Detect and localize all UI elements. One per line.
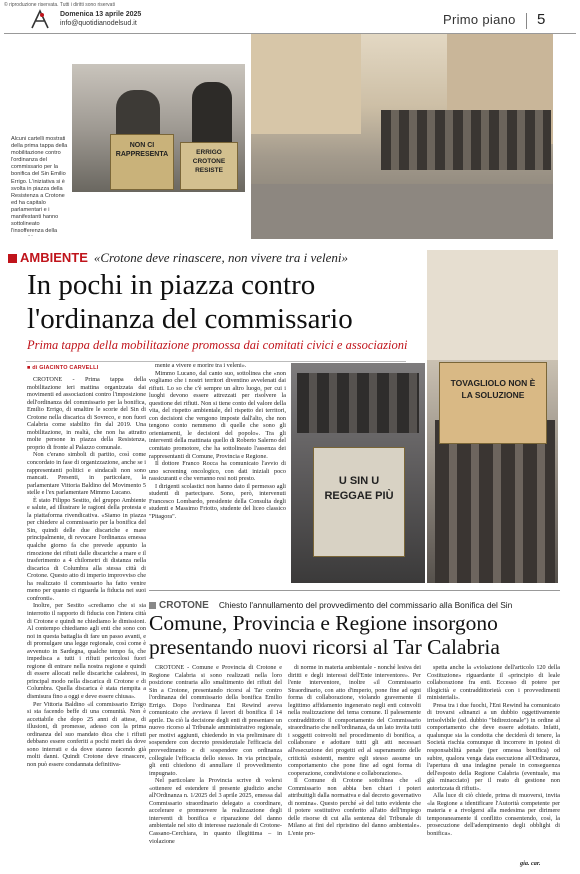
protest-sign: TOVAGLIOLO NON È LA SOLUZIONE — [439, 362, 547, 444]
article1-byline: ■ di GIACINTO CARVELLI — [27, 365, 99, 371]
tag-marker — [149, 602, 156, 609]
article2-column-2: di norme in materia ambientale - nonché lesiva dei diritti e degli interessi dell'Ente interventore». Per l'ente interventore, inoltre «il Commissario Straordinario, con atto d'imperio, pone fine ad ogni forma di collaborazione, violando gravemente il legittimo affidamento ingenerato negli enti coinvolti nella realizzazione del tema comune. Il palesemente contraddittorio il comportamento del Commissario straordinario che nell'ordinanza, da un lato invita tutti i soggetti coinvolti nel procedimento di bonifica, a collaborare e adottare tutti gli atti necessari all'esecuzione dei progetti ed al superamento delle criticità esistenti, mentre egli stesso assume un comportamento che pone fine ad ogni forma di cooperazione, condivisione e collaborazione». Il Comune di Crotone sottolinea che «il Commissario non abbia ben chiari i poteri attribuitigli dalla normativa e dal decreto governativo di nomina». Questo perché «è del tutto evidente che il potere sostitutivo conferito all'atto dell'impiego delle risorse di cui alla sentenza del Tribunale di Milano ai fini del ripristino del danno ambientale». L'ente pro- — [288, 664, 421, 838]
article2-tag[interactable]: CROTONE — [159, 600, 209, 611]
piazza-ground — [251, 184, 553, 239]
protest-sign: U SIN U REGGAE PIÙ — [313, 447, 405, 557]
newspaper-logo-icon — [30, 9, 50, 29]
crowd — [435, 420, 555, 583]
article2-signature: gia. car. — [520, 860, 541, 867]
protest-sign: ERRIGO CROTONE RESISTE — [180, 142, 238, 190]
protester-figure — [116, 90, 160, 140]
article1-deck: Prima tappa della mobilitazione promossa dai comitati civici e associazioni — [27, 338, 408, 352]
page-number: 5 — [537, 11, 546, 28]
article1-tag[interactable]: AMBIENTE — [20, 250, 88, 265]
article2-headline: Comune, Provincia e Regione insorgono presentando nuovi ricorsi al Tar Calabria — [149, 611, 500, 659]
section-title: Primo piano — [443, 12, 516, 27]
building-facade — [251, 34, 361, 134]
building-facade — [427, 250, 558, 360]
article1-column-1: CROTONE - Prima tappa della mobilitazione ieri mattina organizzata dai movimenti ed associazioni contro l'imposizione dell'ordinanza del commissario per la bonifica, Emilio Errigo, di smaltire le scorie del Sin di Crotone nella discarica di Sovreco, e non fuori Calabria come stabilito fin dal 2019. Una mobilitazione, in realtà, che non ha attratto molte persone in piazza della Resistenza, proprio di fronte al Palazzo comunale. Non c'erano simboli di partito, così come concordato in fase di organizzazione, anche se i rappresentanti politici e sindacali non sono mancati. Presenti, in particolare, la parlamentare Vittoria Baldino del Movimento 5 stelle e l'ex parlamentare Mimmo Lucano. È stato Filippo Sestito, del gruppo Ambiente e salute, ad illustrare le ragioni della protesta e la piattaforma rivendicativa. «Siamo in piazza per chiedere al commissario per la bonifica del Sin, quindi delle due discariche e mare principalmente, di revocare l'ordinanza emessa qualche giorno fa che prevede appunto la rimozione dei rifiuti dalle discariche a mare e il trasferimento a 4 chilometri di distanza nella discarica di Columbra alla stessa città di Crotone. Questo atto di imperio improvviso che ha realizzato il commissario ha fatto venire meno per quanto ci riguarda la fiducia nei suoi confronti». Inoltre, per Sestito «crediamo che si sia interrotto il rapporto di fiducia con l'intera città di Crotone e quindi ne chiediamo le dimissioni. Al contempo chiediamo agli enti che sono con noi in questa battaglia di fare un passo avanti, e di promulgare una legge regionale, così come è avvenuto in Sardegna, qualche tempo fa, che impedisca a tutti i rifiuti pericolosi fuori regione di entrare nella nostra regione e quindi di essere allocati nelle discariche calabresi, in principal modo nella discarica di Crotone e di Columbra. Quella discarica è stata riempita a dismisura fino a oggi e deve essere chiusa». Per Vittoria Baldino «il commissario Errigo si sta facendo beffe di una comunità. Non è accettabile che dopo 25 anni di attese, di illusioni, di promesse, adesso con la prima ordinanza del suo mandato dica che i rifiuti debbano essere conferiti a pochi metri da dove sono interrati e da dove stanno facendo già molti danni. Quindi Crotone deve rinascere, non può essere condannata definitiva- — [27, 376, 146, 768]
article1-column-2: mente a vivere e morire tra i veleni». Mimmo Lucano, dal canto suo, sottolinea che «non vogliamo che i nostri territori diventino avvelenati dai rifiuti. Lo so che c'è sempre un altro luogo, per cui i luoghi devono essere attrezzati per risolvere la questione dei rifiuti. Non si tiene conto del valore della vita, del rispetto ambientale, del rispetto dei territori, con decisioni che vengono imposte dall'alto, che non tengono conto nemmeno di quelle che sono gli orientamenti, le decisioni del popolo». Tra gli interventi della mattinata quello di Roberto Salerno del comitato promotore, che ha sottolineato l'assenza dei rappresentanti di Comune, Provincia e Regione. Il dottore Franco Rocca ha comunicato l'avvio di uno screening oncologico, con dati iniziali poco rassicuranti e che verranno resi noti presto. I dirigenti scolastici non hanno dato il permesso agli studenti di partecipare. Sono, però, intervenuti Francesco Lombardo, presidente della Consulta degli studenti e Massimo Friotto, studente del liceo classico "Pitagora". — [149, 362, 286, 520]
crowd — [297, 373, 419, 433]
photo-caption: Alcuni cartelli mostrati della prima tappa della mobilitazione contro l'ordinanza del commissario per la bonifica del Sin Emilio Errigo. L'iniziativa si è svolta in piazza della Resistenza a Crotone ed ha capitalo parlamentari e i manifestanti hanno sottolineato l'insofferenza della — [11, 136, 68, 235]
protest-photo-right — [251, 34, 553, 239]
article2-column-3: spetta anche la «violazione dell'articolo 120 della Costituzione» riguardante il «principio di leale collaborazione fra enti. Eccesso di potere per illogicità e contraddittorietà con i provvedimenti ministeriali». Presa tra i due fuochi, l'Eni Rewind ha comunicato di trovarsi «dinanzi a un dubbio oggettivamente irrisolvibile (od. dubbio "bidirezionale") in ordine al comportamento che deve essere adottato. Infatti, qualunque sia la condotta che deciderà di tenere, la Società rischia comunque di incorrere in ipotesi di responsabilità penale (per omessa bonifica) od subire, qualora venga data esecuzione all'Ordinanza, l'apertura di una indagine penale in conseguenza dell'esposto della Regione Calabria (eventuale, ma già minacciato) per il reato di gestione non autorizzata di rifiuti». Alla luce di ciò chiede, prima di muoversi, invita «la Regione a identificare l'Autorità competente per materia e a rivolgersi alla medesima per dirimere temporaneamente il conflitto consentendo, così, la prosecuzione dell'adempimento degli obblighi di bonifica». — [427, 664, 560, 838]
article2-rule — [149, 590, 560, 591]
article1-kicker: «Crotone deve rinascere, non vivere tra i veleni» — [93, 250, 349, 265]
protest-photo-sign — [291, 363, 425, 583]
article2-kicker: Chiesto l'annullamento del provvedimento del commissario alla Bonifica del Sin — [218, 600, 513, 610]
article1-headline: In pochi in piazza contro l'ordinanza del commissario — [27, 269, 353, 335]
protest-photo-tall — [427, 250, 558, 583]
crowd — [381, 110, 551, 170]
tag-marker — [8, 254, 17, 263]
copyright-note: © riproduzione riservata. Tutti i diritti sono riservati — [4, 2, 115, 8]
contact-email[interactable]: info@quotidianodelsud.it — [60, 20, 137, 27]
article2-column-1: CROTONE - Comune e Provincia di Crotone e Regione Calabria si sono realizzati nella loro posizione contraria allo smaltimento dei rifiuti del Sin a Crotone, presentando ricorsi al Tar contro l'ordinanza del commissario della bonifica Emilio Errigo. Dopo l'ordinanza Eni Rewind aveva comunicato che avviava il lavori di bonifica il 14 aprile. Da ciò la decisione degli enti di presentare un nuovo ricorso al Tribunale amministrativo regionale, per motivi aggiunti, chiedendo in via preliminare di sospendere con decreto presidenziale l'efficacia del provvedimento e di sospendere con ordinanza collegiale l'efficacia dello stesso. In via principale, gli enti chiedono di annullare il provvedimento impugnato. Nel particolare la Provincia scrive di volersi «ottenere ed estendere il presente giudizio anche all'Ordinanza n. 1/2025 del 3 aprile 2025, emessa dal Commissario straordinario delegato a coordinare, accelerare e promuovere la realizzazione degli interventi di bonifica e riparazione del danno ambientale nel sito di interesse nazionale di Crotone-Cassano-Cerchiara, in quanto illegittima – in violazione — [149, 664, 282, 845]
protest-sign: NON CI RAPPRESENTA — [110, 134, 174, 190]
protest-photo-left — [72, 64, 245, 192]
protester-figure — [192, 82, 232, 142]
header-divider — [526, 13, 527, 29]
issue-date: Domenica 13 aprile 2025 — [60, 11, 142, 18]
